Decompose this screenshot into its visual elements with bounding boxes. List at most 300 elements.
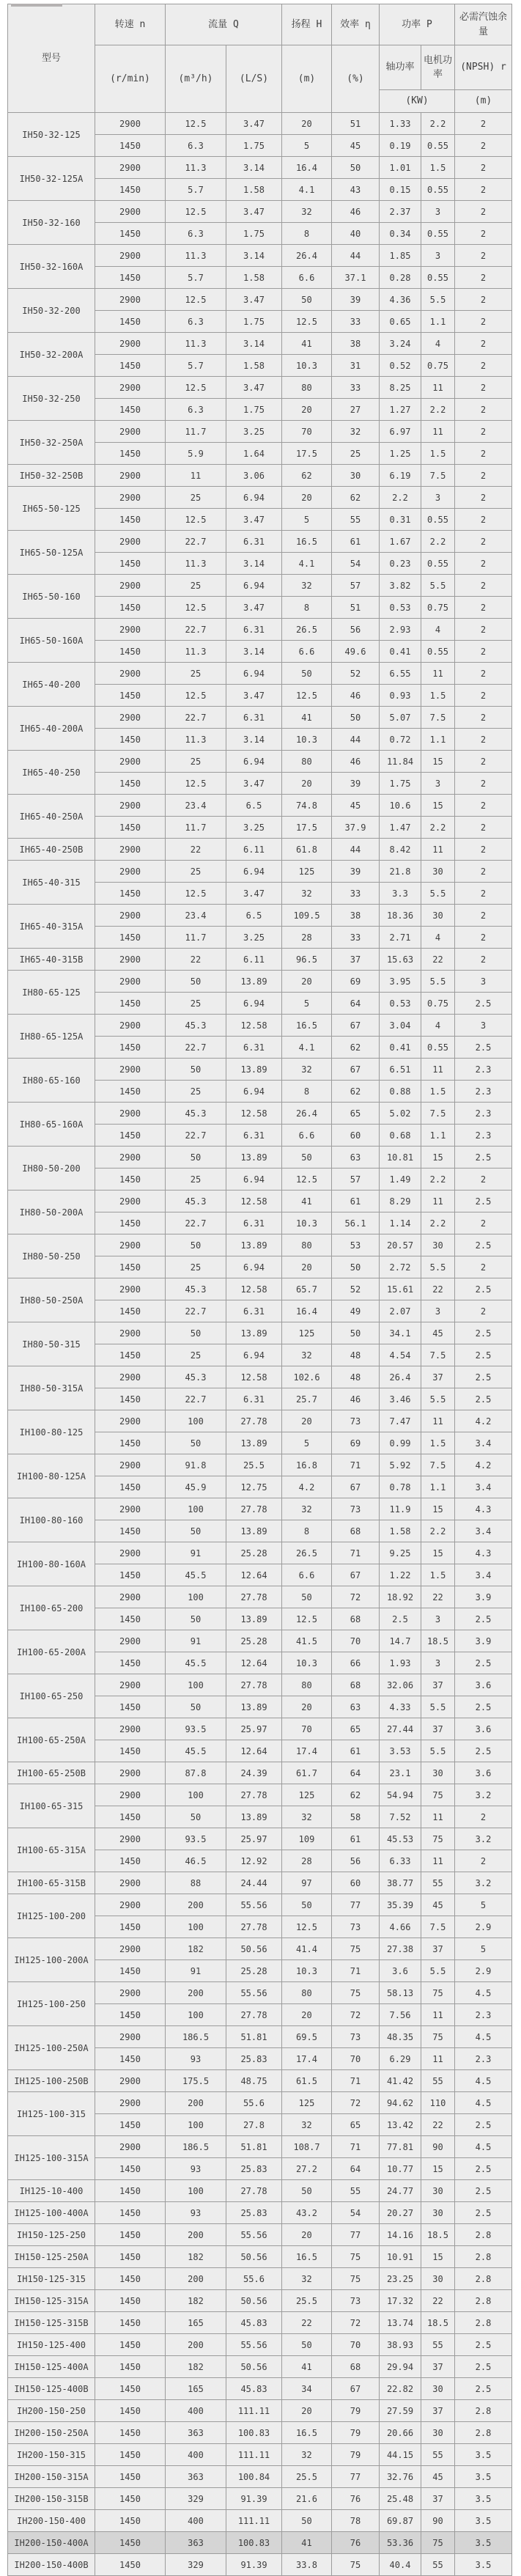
npsh-cell: 3.4 [455, 1564, 512, 1586]
shaft-power-cell: 6.55 [380, 663, 421, 685]
flow-ls-cell: 12.64 [226, 1740, 282, 1762]
table-row [8, 245, 512, 267]
head-cell: 20 [282, 487, 332, 509]
head-cell: 62 [282, 465, 332, 487]
efficiency-cell: 69 [332, 1432, 380, 1454]
flow-ls-cell: 6.31 [226, 1037, 282, 1059]
npsh-cell: 2 [455, 223, 512, 245]
speed-cell: 1450 [95, 311, 166, 333]
flow-m3h-cell: 22 [166, 839, 226, 861]
shaft-power-cell: 3.95 [380, 971, 421, 993]
head-cell: 4.2 [282, 1476, 332, 1498]
flow-m3h-cell: 182 [166, 2246, 226, 2268]
efficiency-cell: 56 [332, 1850, 380, 1872]
efficiency-cell: 55 [332, 2180, 380, 2202]
flow-ls-cell: 25.83 [226, 2202, 282, 2224]
shaft-power-cell: 2.07 [380, 1300, 421, 1322]
head-cell: 20 [282, 971, 332, 993]
head-cell: 26.5 [282, 1542, 332, 1564]
model-cell: IH65-50-125 [8, 487, 95, 531]
motor-power-cell: 5.5 [421, 289, 455, 311]
head-cell: 17.4 [282, 2048, 332, 2070]
flow-m3h-cell: 50 [166, 1696, 226, 1718]
flow-ls-cell: 3.47 [226, 773, 282, 795]
efficiency-cell: 73 [332, 1916, 380, 1938]
flow-ls-cell: 12.64 [226, 1564, 282, 1586]
npsh-cell: 3.2 [455, 1872, 512, 1894]
head-cell: 108.7 [282, 2136, 332, 2158]
speed-cell: 1450 [95, 1850, 166, 1872]
efficiency-cell: 33 [332, 377, 380, 399]
model-cell: IH65-40-315 [8, 861, 95, 905]
flow-ls-cell: 1.75 [226, 399, 282, 421]
model-cell: IH65-50-125A [8, 531, 95, 575]
head-cell: 74.8 [282, 795, 332, 817]
npsh-cell: 2 [455, 179, 512, 201]
flow-m3h-cell: 91 [166, 1630, 226, 1652]
model-cell: IH200-150-400B [8, 2554, 95, 2576]
motor-power-cell: 11 [421, 1191, 455, 1212]
head-cell: 20 [282, 1256, 332, 1278]
shaft-power-cell: 0.28 [380, 267, 421, 289]
head-cell: 61.8 [282, 839, 332, 861]
shaft-power-cell: 48.35 [380, 2026, 421, 2048]
shaft-power-cell: 1.22 [380, 1564, 421, 1586]
shaft-power-cell: 1.67 [380, 531, 421, 553]
flow-ls-cell: 6.31 [226, 1212, 282, 1234]
speed-cell: 1450 [95, 1696, 166, 1718]
head-cell: 6.6 [282, 1125, 332, 1147]
shaft-power-cell: 0.78 [380, 1476, 421, 1498]
flow-m3h-cell: 25 [166, 861, 226, 883]
efficiency-cell: 70 [332, 2334, 380, 2356]
motor-power-cell: 1.5 [421, 1081, 455, 1103]
motor-power-cell: 0.75 [421, 993, 455, 1015]
speed-cell: 1450 [95, 2554, 166, 2576]
table-row [8, 1828, 512, 1850]
header-power-shaft: 轴功率 [380, 45, 421, 90]
motor-power-cell: 0.55 [421, 553, 455, 575]
model-cell: IH50-32-160A [8, 245, 95, 289]
flow-m3h-cell: 25 [166, 1169, 226, 1191]
flow-m3h-cell: 12.5 [166, 883, 226, 905]
npsh-cell: 2 [455, 1169, 512, 1191]
efficiency-cell: 25 [332, 443, 380, 465]
flow-ls-cell: 6.5 [226, 795, 282, 817]
table-row [8, 663, 512, 685]
speed-cell: 2900 [95, 1938, 166, 1960]
efficiency-cell: 49 [332, 1300, 380, 1322]
table-row [8, 1234, 512, 1256]
npsh-cell: 2.5 [455, 2202, 512, 2224]
npsh-cell: 4.2 [455, 1410, 512, 1432]
motor-power-cell: 15 [421, 795, 455, 817]
shaft-power-cell: 2.2 [380, 487, 421, 509]
shaft-power-cell: 20.66 [380, 2422, 421, 2444]
shaft-power-cell: 13.74 [380, 2312, 421, 2334]
head-cell: 12.5 [282, 1916, 332, 1938]
speed-cell: 2900 [95, 377, 166, 399]
speed-cell: 1450 [95, 1256, 166, 1278]
motor-power-cell: 4 [421, 927, 455, 949]
speed-cell: 2900 [95, 575, 166, 597]
flow-ls-cell: 12.58 [226, 1278, 282, 1300]
table-row [8, 1498, 512, 1520]
speed-cell: 1450 [95, 1476, 166, 1498]
efficiency-cell: 40 [332, 223, 380, 245]
motor-power-cell: 2.2 [421, 1212, 455, 1234]
flow-m3h-cell: 25 [166, 993, 226, 1015]
head-cell: 5 [282, 135, 332, 157]
head-cell: 16.4 [282, 1300, 332, 1322]
motor-power-cell: 55 [421, 2334, 455, 2356]
motor-power-cell: 5.5 [421, 971, 455, 993]
speed-cell: 1450 [95, 1169, 166, 1191]
npsh-cell: 2.5 [455, 2356, 512, 2378]
npsh-cell: 3.4 [455, 1476, 512, 1498]
model-cell: IH150-125-315B [8, 2312, 95, 2334]
table-row [8, 2224, 512, 2246]
head-cell: 96.5 [282, 949, 332, 971]
efficiency-cell: 65 [332, 2114, 380, 2136]
motor-power-cell: 30 [421, 2422, 455, 2444]
flow-m3h-cell: 400 [166, 2510, 226, 2532]
shaft-power-cell: 7.47 [380, 1410, 421, 1432]
header-eff-unit: (%) [332, 45, 380, 113]
model-cell: IH80-50-315 [8, 1322, 95, 1366]
efficiency-cell: 38 [332, 905, 380, 927]
flow-ls-cell: 25.83 [226, 2158, 282, 2180]
speed-cell: 1450 [95, 443, 166, 465]
npsh-cell: 4.3 [455, 1542, 512, 1564]
flow-m3h-cell: 329 [166, 2488, 226, 2510]
flow-ls-cell: 3.47 [226, 509, 282, 531]
speed-cell: 2900 [95, 1015, 166, 1037]
flow-m3h-cell: 11.3 [166, 245, 226, 267]
flow-m3h-cell: 12.5 [166, 113, 226, 135]
head-cell: 16.5 [282, 2246, 332, 2268]
flow-m3h-cell: 200 [166, 2092, 226, 2114]
table-row [8, 2356, 512, 2378]
speed-cell: 2900 [95, 2070, 166, 2092]
flow-m3h-cell: 400 [166, 2400, 226, 2422]
motor-power-cell: 55 [421, 1872, 455, 1894]
efficiency-cell: 72 [332, 2312, 380, 2334]
npsh-cell: 2 [455, 1300, 512, 1322]
model-cell: IH100-65-200 [8, 1586, 95, 1630]
motor-power-cell: 37 [421, 2488, 455, 2510]
speed-cell: 1450 [95, 773, 166, 795]
table-row [8, 1454, 512, 1476]
flow-m3h-cell: 25 [166, 1081, 226, 1103]
npsh-cell: 2 [455, 465, 512, 487]
model-cell: IH200-150-250 [8, 2400, 95, 2422]
flow-ls-cell: 12.92 [226, 1850, 282, 1872]
shaft-power-cell: 6.33 [380, 1850, 421, 1872]
scrollbar-fragment [11, 4, 62, 7]
head-cell: 25.5 [282, 2290, 332, 2312]
motor-power-cell: 5.5 [421, 1696, 455, 1718]
motor-power-cell: 15 [421, 2158, 455, 2180]
flow-m3h-cell: 186.5 [166, 2026, 226, 2048]
head-cell: 5 [282, 993, 332, 1015]
flow-ls-cell: 45.83 [226, 2378, 282, 2400]
npsh-cell: 2 [455, 641, 512, 663]
head-cell: 10.3 [282, 1960, 332, 1982]
efficiency-cell: 39 [332, 861, 380, 883]
model-cell: IH100-80-125A [8, 1454, 95, 1498]
head-cell: 61.5 [282, 2070, 332, 2092]
motor-power-cell: 22 [421, 949, 455, 971]
motor-power-cell: 30 [421, 2180, 455, 2202]
motor-power-cell: 11 [421, 2004, 455, 2026]
flow-m3h-cell: 12.5 [166, 685, 226, 707]
motor-power-cell: 90 [421, 2136, 455, 2158]
shaft-power-cell: 3.82 [380, 575, 421, 597]
head-cell: 22 [282, 2312, 332, 2334]
speed-cell: 2900 [95, 1278, 166, 1300]
table-row [8, 2202, 512, 2224]
flow-ls-cell: 1.75 [226, 223, 282, 245]
speed-cell: 1450 [95, 2158, 166, 2180]
shaft-power-cell: 0.53 [380, 597, 421, 619]
model-cell: IH50-32-250B [8, 465, 95, 487]
efficiency-cell: 77 [332, 2224, 380, 2246]
flow-m3h-cell: 165 [166, 2378, 226, 2400]
flow-m3h-cell: 25 [166, 487, 226, 509]
motor-power-cell: 55 [421, 2444, 455, 2466]
speed-cell: 2900 [95, 157, 166, 179]
flow-m3h-cell: 5.7 [166, 355, 226, 377]
npsh-cell: 2.8 [455, 2224, 512, 2246]
table-row [8, 465, 512, 487]
header-model: 型号 [8, 4, 95, 113]
shaft-power-cell: 1.93 [380, 1652, 421, 1674]
flow-m3h-cell: 50 [166, 1608, 226, 1630]
flow-m3h-cell: 87.8 [166, 1762, 226, 1784]
flow-ls-cell: 3.14 [226, 729, 282, 751]
flow-ls-cell: 27.78 [226, 1674, 282, 1696]
shaft-power-cell: 27.38 [380, 1938, 421, 1960]
head-cell: 69.5 [282, 2026, 332, 2048]
npsh-cell: 2 [455, 1212, 512, 1234]
flow-m3h-cell: 11 [166, 465, 226, 487]
shaft-power-cell: 0.65 [380, 311, 421, 333]
flow-ls-cell: 1.58 [226, 179, 282, 201]
efficiency-cell: 37.9 [332, 817, 380, 839]
flow-ls-cell: 6.31 [226, 1388, 282, 1410]
flow-m3h-cell: 93 [166, 2158, 226, 2180]
npsh-cell: 3.9 [455, 1586, 512, 1608]
efficiency-cell: 57 [332, 575, 380, 597]
table-row [8, 113, 512, 135]
npsh-cell: 2 [455, 905, 512, 927]
motor-power-cell: 55 [421, 2554, 455, 2576]
model-cell: IH50-32-125 [8, 113, 95, 157]
shaft-power-cell: 6.97 [380, 421, 421, 443]
efficiency-cell: 61 [332, 1828, 380, 1850]
model-cell: IH150-125-250A [8, 2246, 95, 2268]
table-row [8, 1894, 512, 1916]
speed-cell: 1450 [95, 2290, 166, 2312]
shaft-power-cell: 1.85 [380, 245, 421, 267]
motor-power-cell: 0.55 [421, 223, 455, 245]
motor-power-cell: 75 [421, 1828, 455, 1850]
flow-m3h-cell: 100 [166, 2004, 226, 2026]
motor-power-cell: 3 [421, 1652, 455, 1674]
table-row [8, 1982, 512, 2004]
head-cell: 32 [282, 575, 332, 597]
flow-m3h-cell: 12.5 [166, 597, 226, 619]
model-cell: IH150-125-315A [8, 2290, 95, 2312]
flow-ls-cell: 111.11 [226, 2400, 282, 2422]
shaft-power-cell: 8.42 [380, 839, 421, 861]
efficiency-cell: 51 [332, 113, 380, 135]
flow-ls-cell: 13.89 [226, 1322, 282, 1344]
shaft-power-cell: 5.07 [380, 707, 421, 729]
model-cell: IH200-150-400 [8, 2510, 95, 2532]
head-cell: 41.4 [282, 1938, 332, 1960]
flow-m3h-cell: 91 [166, 1960, 226, 1982]
flow-m3h-cell: 182 [166, 1938, 226, 1960]
flow-m3h-cell: 45.3 [166, 1191, 226, 1212]
table-row [8, 949, 512, 971]
efficiency-cell: 67 [332, 1059, 380, 1081]
shaft-power-cell: 23.25 [380, 2268, 421, 2290]
flow-m3h-cell: 11.3 [166, 157, 226, 179]
efficiency-cell: 71 [332, 1960, 380, 1982]
model-cell: IH65-40-200 [8, 663, 95, 707]
model-cell: IH100-80-160A [8, 1542, 95, 1586]
speed-cell: 1450 [95, 2488, 166, 2510]
motor-power-cell: 4 [421, 619, 455, 641]
speed-cell: 1450 [95, 1081, 166, 1103]
flow-ls-cell: 6.31 [226, 1125, 282, 1147]
table-row [8, 1059, 512, 1081]
flow-m3h-cell: 100 [166, 1410, 226, 1432]
speed-cell: 1450 [95, 1300, 166, 1322]
speed-cell: 2900 [95, 1828, 166, 1850]
speed-cell: 2900 [95, 531, 166, 553]
header-flow-unit-m3h: (m³/h) [166, 45, 226, 113]
motor-power-cell: 3 [421, 245, 455, 267]
npsh-cell: 2 [455, 377, 512, 399]
npsh-cell: 2 [455, 289, 512, 311]
header-head: 扬程 H [282, 4, 332, 45]
motor-power-cell: 30 [421, 1762, 455, 1784]
head-cell: 8 [282, 1081, 332, 1103]
motor-power-cell: 5.5 [421, 1960, 455, 1982]
flow-m3h-cell: 22.7 [166, 1300, 226, 1322]
header-efficiency: 效率 η [332, 4, 380, 45]
table-header [8, 4, 512, 113]
flow-ls-cell: 55.6 [226, 2268, 282, 2290]
efficiency-cell: 61 [332, 1740, 380, 1762]
npsh-cell: 2 [455, 531, 512, 553]
model-cell: IH65-40-315A [8, 905, 95, 949]
flow-ls-cell: 1.75 [226, 135, 282, 157]
motor-power-cell: 2.2 [421, 1169, 455, 1191]
flow-ls-cell: 27.78 [226, 1586, 282, 1608]
table-row [8, 2444, 512, 2466]
motor-power-cell: 30 [421, 2268, 455, 2290]
model-cell: IH80-50-250 [8, 1234, 95, 1278]
head-cell: 50 [282, 663, 332, 685]
efficiency-cell: 33 [332, 311, 380, 333]
table-row [8, 1322, 512, 1344]
speed-cell: 1450 [95, 553, 166, 575]
shaft-power-cell: 1.49 [380, 1169, 421, 1191]
head-cell: 50 [282, 1894, 332, 1916]
flow-m3h-cell: 45.9 [166, 1476, 226, 1498]
speed-cell: 2900 [95, 1894, 166, 1916]
speed-cell: 1450 [95, 2246, 166, 2268]
header-npsh: 必需汽蚀余量 [455, 4, 512, 45]
efficiency-cell: 68 [332, 1520, 380, 1542]
flow-ls-cell: 24.44 [226, 1872, 282, 1894]
npsh-cell: 3.5 [455, 2510, 512, 2532]
table-row [8, 2026, 512, 2048]
shaft-power-cell: 0.19 [380, 135, 421, 157]
npsh-cell: 2 [455, 333, 512, 355]
npsh-cell: 2 [455, 421, 512, 443]
table-row [8, 1147, 512, 1169]
motor-power-cell: 11 [421, 421, 455, 443]
table-row [8, 2180, 512, 2202]
header-npsh-unit: (m) [455, 90, 512, 113]
shaft-power-cell: 0.88 [380, 1081, 421, 1103]
head-cell: 43.2 [282, 2202, 332, 2224]
table-row [8, 1191, 512, 1212]
motor-power-cell: 11 [421, 377, 455, 399]
speed-cell: 1450 [95, 2202, 166, 2224]
flow-ls-cell: 13.89 [226, 1520, 282, 1542]
head-cell: 32 [282, 1498, 332, 1520]
npsh-cell: 3.5 [455, 2532, 512, 2554]
motor-power-cell: 22 [421, 2114, 455, 2136]
model-cell: IH200-150-250A [8, 2422, 95, 2444]
motor-power-cell: 0.75 [421, 597, 455, 619]
flow-m3h-cell: 12.5 [166, 289, 226, 311]
flow-m3h-cell: 182 [166, 2290, 226, 2312]
efficiency-cell: 75 [332, 1938, 380, 1960]
efficiency-cell: 61 [332, 1191, 380, 1212]
head-cell: 26.4 [282, 1103, 332, 1125]
flow-m3h-cell: 100 [166, 2114, 226, 2136]
table-row [8, 1542, 512, 1564]
shaft-power-cell: 0.23 [380, 553, 421, 575]
shaft-power-cell: 15.63 [380, 949, 421, 971]
head-cell: 10.3 [282, 1212, 332, 1234]
flow-ls-cell: 50.56 [226, 1938, 282, 1960]
flow-ls-cell: 27.78 [226, 2004, 282, 2026]
head-cell: 125 [282, 861, 332, 883]
npsh-cell: 2 [455, 795, 512, 817]
header-npsh-sub: (NPSH) r [455, 45, 512, 90]
flow-ls-cell: 3.14 [226, 641, 282, 663]
speed-cell: 1450 [95, 927, 166, 949]
motor-power-cell: 1.1 [421, 311, 455, 333]
flow-m3h-cell: 23.4 [166, 795, 226, 817]
model-cell: IH50-32-200A [8, 333, 95, 377]
flow-ls-cell: 6.11 [226, 839, 282, 861]
efficiency-cell: 78 [332, 2510, 380, 2532]
model-cell: IH200-150-315A [8, 2466, 95, 2488]
npsh-cell: 2.5 [455, 2378, 512, 2400]
efficiency-cell: 33 [332, 883, 380, 905]
shaft-power-cell: 1.75 [380, 773, 421, 795]
speed-cell: 1450 [95, 1388, 166, 1410]
